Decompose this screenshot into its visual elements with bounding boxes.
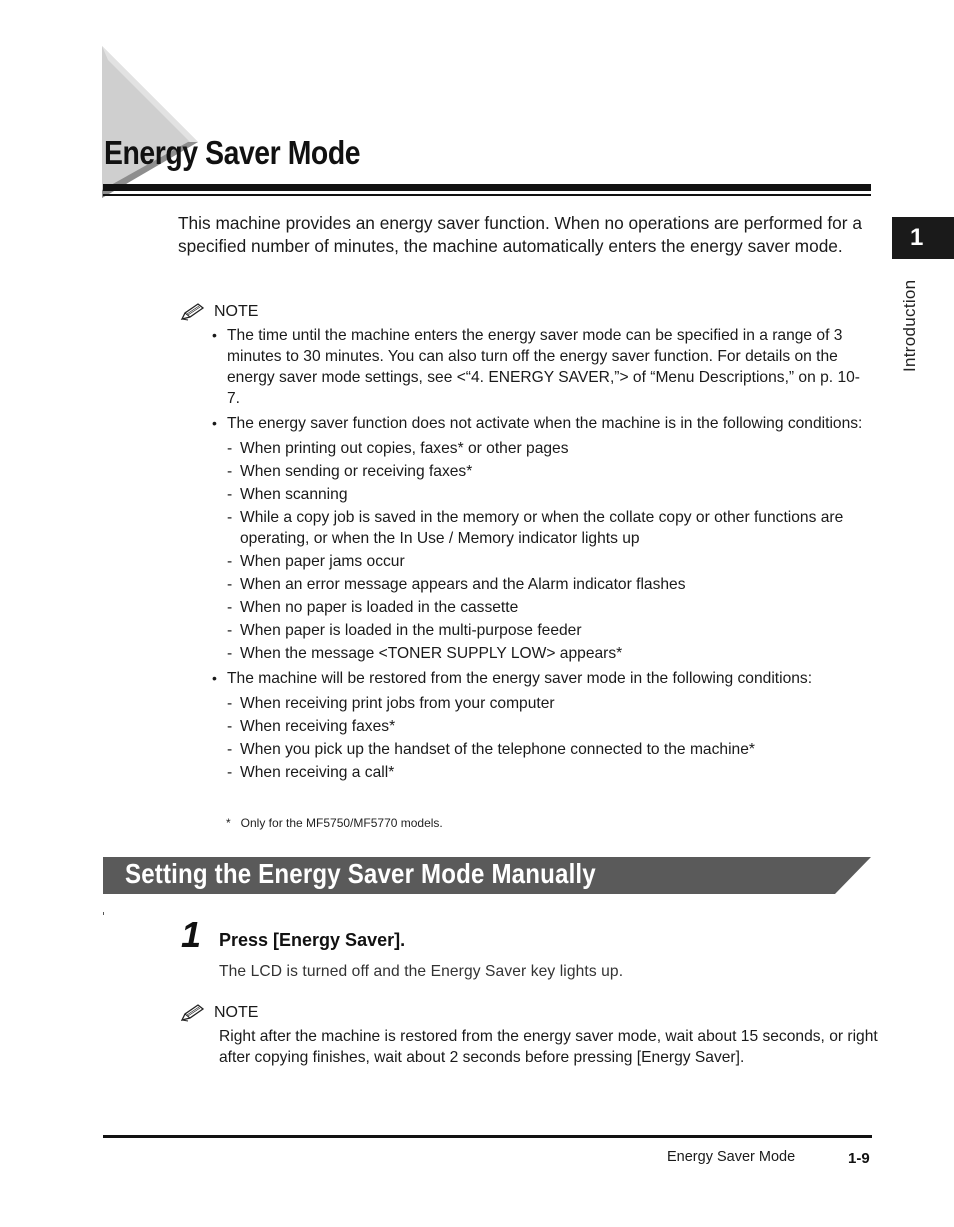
list-item: - When receiving faxes* — [212, 716, 872, 737]
list-item: - While a copy job is saved in the memory or when the collate copy or other functions are operating, or when the In Use / Memory indicator lights up — [212, 507, 872, 549]
title-rule — [103, 184, 871, 191]
pencil-icon — [180, 1003, 206, 1023]
list-item: - When scanning — [212, 484, 872, 505]
note-header — [180, 302, 258, 322]
step-number: 1 — [181, 914, 202, 955]
pencil-icon — [180, 302, 206, 322]
page-number: 1-9 — [848, 1150, 870, 1167]
note2-text: Right after the machine is restored from the energy saver mode, wait about 15 seconds, or right after copying finishes, wait about 2 seconds before pressing [Energy Saver]. — [219, 1028, 878, 1066]
footnote-mark: * — [226, 816, 231, 830]
list-item: - When paper jams occur — [212, 551, 872, 572]
condition-list — [212, 438, 872, 664]
chapter-number: 1 — [910, 224, 924, 251]
note-bullet — [212, 668, 872, 689]
section-title: Setting the Energy Saver Mode Manually — [125, 858, 596, 889]
footer-section-label: Energy Saver Mode — [667, 1149, 796, 1165]
chapter-side-label: Introduction — [900, 279, 919, 372]
bullet-text: The energy saver function does not activate when the machine is in the following conditions: — [227, 415, 863, 432]
list-item: - When receiving a call* — [212, 762, 872, 783]
list-item: - When no paper is loaded in the cassette — [212, 597, 872, 618]
note-bullet — [212, 413, 872, 434]
note-label: NOTE — [214, 1004, 259, 1021]
list-item: - When sending or receiving faxes* — [212, 461, 872, 482]
list-item: - When printing out copies, faxes* or other pages — [212, 438, 872, 459]
bullet-text: The machine will be restored from the energy saver mode in the following conditions: — [227, 670, 813, 687]
note-bullets — [212, 325, 872, 787]
footer-rule — [103, 1135, 872, 1138]
page-title: Energy Saver Mode — [104, 134, 361, 171]
note-label: NOTE — [214, 303, 259, 320]
intro-paragraph: This machine provides an energy saver function. When no operations are performed for a specified number of minutes, the machine automatically enters the energy saver mode. — [178, 213, 862, 256]
title-rule-thin — [103, 194, 871, 196]
list-item: - When an error message appears and the Alarm indicator flashes — [212, 574, 872, 595]
list-item: - When receiving print jobs from your computer — [212, 693, 872, 714]
restore-list — [212, 693, 872, 783]
bullet-text: The time until the machine enters the energy saver mode can be specified in a range of 3 minutes to 30 minutes. You can also turn off the energy saver function. For details on the energy saver mode settings, see <“4. ENERGY SAVER,”> of “Menu Descriptions,” on p. 10-7. — [227, 327, 860, 407]
list-item: - When the message <TONER SUPPLY LOW> appears* — [212, 643, 872, 664]
margin-mark — [103, 912, 104, 915]
list-item: - When paper is loaded in the multi-purpose feeder — [212, 620, 872, 641]
note-header-2 — [180, 1003, 258, 1023]
footnote-text: Only for the MF5750/MF5770 models. — [240, 816, 443, 830]
list-item: - When you pick up the handset of the telephone connected to the machine* — [212, 739, 872, 760]
step-description: The LCD is turned off and the Energy Saver key lights up. — [219, 963, 624, 980]
note-bullet — [212, 325, 872, 409]
corner-triangle-decoration — [100, 44, 202, 202]
step-title: Press [Energy Saver]. — [219, 930, 406, 950]
footnote — [226, 816, 443, 830]
